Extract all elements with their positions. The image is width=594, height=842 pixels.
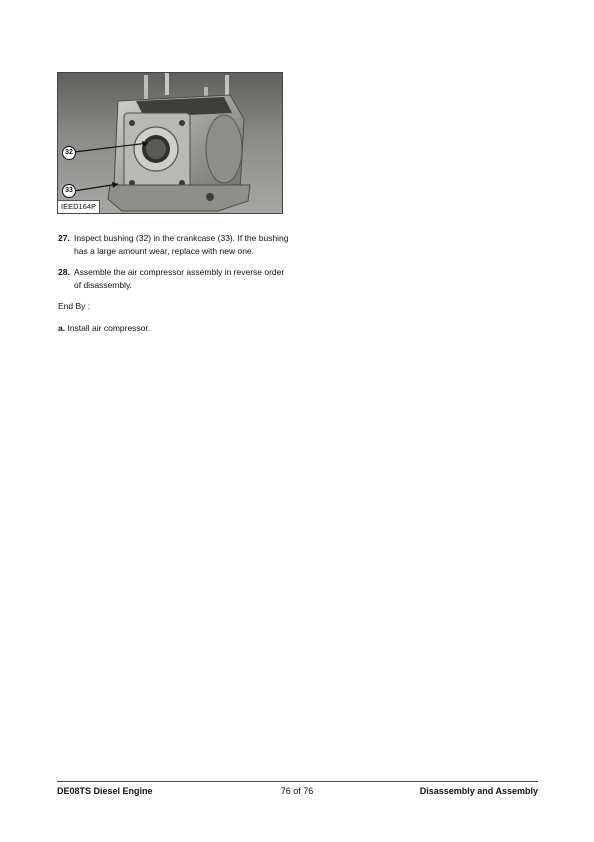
crankcase-photo <box>57 72 283 214</box>
footer-divider <box>57 781 538 782</box>
step-27 <box>58 232 290 257</box>
callout-32: 32 <box>62 146 76 160</box>
step-28 <box>58 266 290 291</box>
figure-caption: IEED164P <box>58 200 100 213</box>
callout-33: 33 <box>62 184 76 198</box>
step-text: Assemble the air compressor assembly in reverse order of disassembly. <box>74 267 285 290</box>
footer-document-title: DE08TS Diesel Engine <box>57 786 153 796</box>
procedure-steps <box>58 232 290 343</box>
footer-section-title: Disassembly and Assembly <box>419 786 538 796</box>
step-number: 28. <box>58 267 70 277</box>
end-by-item-letter: a. <box>58 322 66 333</box>
end-by-label: End By : <box>58 301 91 311</box>
step-number: 27. <box>58 233 70 243</box>
end-by-item-text: Install air compressor. <box>67 322 151 333</box>
step-text: Inspect bushing (32) in the crankcase (33). If the bushing has a large amount wear, replace with new one. <box>74 233 289 256</box>
end-by-item <box>58 322 290 335</box>
footer-page-number: 76 of 76 <box>280 786 314 796</box>
crankcase-illustration <box>58 73 283 214</box>
